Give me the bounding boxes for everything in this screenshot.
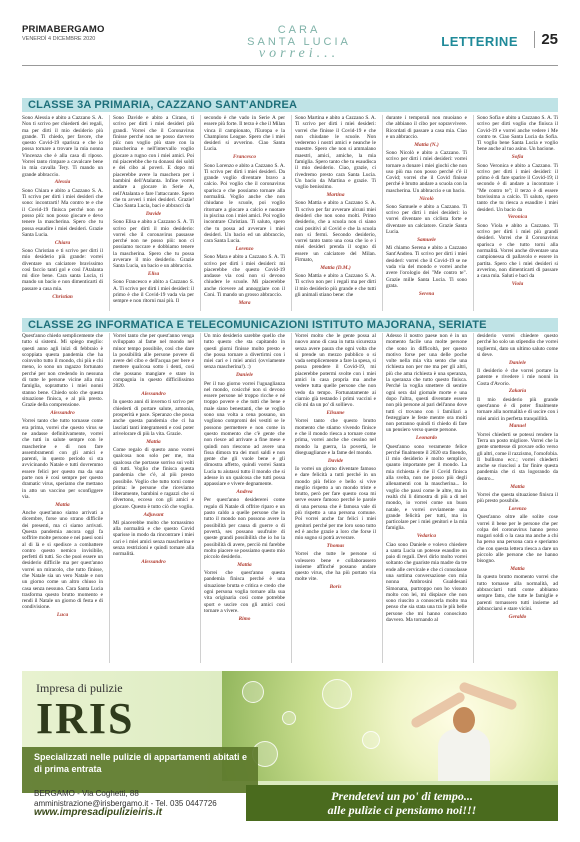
letter-column xyxy=(200,333,285,663)
letter-text: Vorrei che questa situazione finisca il più presto possibile. xyxy=(477,491,558,505)
letter-text: Per quest'anno desidererei come regalo di Natale di offrire riparo e un pasto caldo a quelle persone che in tutto il mondo non possono avere la possibilità per causa di guerre o di povertà, ses possano usufruire di queste grandi possibilità che io ho la possibilità di avere, perciò mi farebbe molto piacere se possiamo questo mio piccolo desiderio. xyxy=(204,497,285,561)
letter-signature: Lorenzo xyxy=(508,505,527,512)
letter-signature: Andrea xyxy=(236,489,253,496)
letter-signature: Alessia xyxy=(54,179,71,186)
letter-signature: Martina xyxy=(326,192,345,199)
letter-signature: Daniele xyxy=(508,359,527,366)
letter-signature: Manuel xyxy=(508,423,527,430)
letter-text: Quest'anno chiedo semplicemente che tutto si sistemi. Mi spiego meglio: questi anno agli inizi di febbraio è scoppiata questa pandemia che ha coinvolto tutto il mondo, chi più e chi meno, io sono un ragazzo fortunato perché per non credendo in nessuna di tutte le persone vicine alla mia famiglia, soprattutto i miei nonni stanno bene. Chiedo solo che questa situazione finisca, e al più presto. Grazie della comprensione. xyxy=(22,333,103,409)
letter-signature: Mattia xyxy=(510,483,525,490)
ad-description: Specializzati nelle pulizie di appartamenti abitati e di prima entrata xyxy=(34,752,248,774)
letter-column xyxy=(22,115,103,311)
letter-signature: Veronica xyxy=(507,214,528,221)
letter-signature: Rimo xyxy=(238,615,251,622)
letter-signature: Geraldo xyxy=(508,613,527,620)
section-title-1: CLASSE 3A PRIMARIA, CAZZANO SANT'ANDREA xyxy=(22,98,558,112)
section-1-columns xyxy=(22,115,558,311)
letter-text: Sono Samuele e abito a Cazzano. Ti scrivo per dirti i miei desideri: io vorrei diventare un ciclista forte e diventare un calciatore. Grazie Santa Lucia. xyxy=(386,203,467,236)
letter-text: durante i temporali non muoiano e che abbiano il cibo per sopravvivere. Ricordati di passare a casa mia. Ciao e un abbraccio. xyxy=(386,115,467,140)
letter-signature: Mattia xyxy=(55,501,70,508)
letter-signature: Viola xyxy=(511,280,524,287)
letter-column xyxy=(382,115,467,311)
brand-name: PRIMABERGAMO xyxy=(22,24,105,35)
letter-text: In questo brutto momento vorrei che tutto tornasse alla normalità, ad abbracciarti tutti come abbiamo sempre fatto, che tutte le famiglie e parenti tornassero tutti insieme ad abbracciarsi e stare vicini. xyxy=(477,574,558,612)
letter-text: Sono Martina e abito a Cazzano S. A. Ti scrivo per dirti i miei desideri: vorrei che finisse il Covid-19 e che non chiudane le scuole. Non vederemo i nostri amici e neanche le maestre. Spero che non si ammalano maestri, amici, amiche, la mia famiglia. Spero tanto che tu esaudisca il mio desiderio. Ciao, grazie, ci rivedremo presto cara Santa Lucia. Un bacio da Martina e grazie. Ti voglio benissimo. xyxy=(295,115,376,191)
letter-signature: Serena xyxy=(418,290,435,297)
letter-text: Vorrei tanto che questo brutto momento che stiamo vivendo finisce e che il mondo riesca a tornare come prima, vorrei anche che cessino nel mondo la guerra, la povertà, le diseguaglianze e la fame del mondo. xyxy=(295,418,376,456)
letter-signature: Mattia xyxy=(146,438,161,445)
letter-text: desiderio vorrei chiedere questo perché ho solo un stipendio che vorrei togliermi, dato un ultimo saluto come si deve. xyxy=(477,333,558,358)
ad-brand: IRIS xyxy=(36,694,135,743)
ad-contact xyxy=(34,789,217,818)
letter-signature: Christian xyxy=(52,293,73,300)
ad-email-phone: amministrazione@irisbergamo.it - Tel. 035 0447726 xyxy=(34,798,217,808)
letter-signature: Nicolò xyxy=(419,195,434,202)
letter-text: Sono Lorenzo e abito a Cazzano S. A. Ti scrivo per dirti i miei desideri. Da grande voglio diventare bravo a calcio. Poi voglio che il coronavirus sparisca e che possiamo tornare alla normalità. Voglio anche che non chiudano le scuole, poi voglio ritornare a giocare a calcio e nuotare in piscina con i miei amici. Poi voglio incontrare Christian. Ti saluto, spero che tu possa ad avverare i miei desideri. Un bacio ed un abbraccio, cara Santa Lucia. xyxy=(204,162,285,245)
letter-text: Sono Elisa e abito a Cazzano S. A. Ti scrivo per dirti il mio desiderio: vorrei che il coronavirus passasse perché non ne posso più: non ci possiamo toccare e dobbiamo tenere la mascherina. Spero che tu possa avverare il mio desiderio. Grazie Santa Lucia, un bacio e un abbraccio. xyxy=(113,219,194,270)
letter-signature: Davide xyxy=(145,210,162,217)
ad-website-link[interactable]: www.impresadipulizieiris.it xyxy=(34,807,162,818)
letter-text: Vorrei chiederti se potessi rendere la Terra un posto migliore. Vorrei che la gente smettesse di provare odio verso gli altri, come il razzismo, l'omofobia. Il bullismo ecc.; vorrei chiederti anche se riuscissi a far finire questa pandemia che ci sta logorando da dentro... xyxy=(477,431,558,482)
letter-signature: Mattia (N.) xyxy=(414,141,439,148)
letter-signature: Adjuvant xyxy=(143,511,164,518)
letter-signature: Davide xyxy=(327,457,344,464)
letter-text: Vorrei molto che le gente possa al nuovo anno di casa in tutta sicurezza senza avere paura che ogni volta che si prende un mezzo pubblico o si vada semplicemente a fare la spesa, si possa prendere il Covid-19, mi piacerebbe potermi svolte con i miei amici in casa propria ma anche vedere tutta quelle persone che non vedo da tempo. Fortunatamente ai ciarnio già testando i primi vaccini e ciò mi da un po' di sollievo. xyxy=(295,333,376,409)
letter-signature: Samuele xyxy=(417,236,436,243)
letter-column xyxy=(109,333,194,663)
issue-date: VENERDÌ 4 DICEMBRE 2020 xyxy=(22,36,96,42)
letter-signature: Alessandro xyxy=(50,410,75,417)
letter-signature: Alessandro xyxy=(141,559,166,566)
letter-text: Sono Mattia e abito a Cazzano S. A. Ti scrivo per far avverare alcuni miei desideri che non sono molti. Primo desiderio, che a scuola non ci siano casi positivi al Covid e che la scuola non si fermi. Secondo desiderio, vorrei tanto tanto una cosa che io e i miei desideri prenda il sogno di essere un calciatore del Milan. Firmato, xyxy=(295,200,376,264)
section-name: LETTERINE xyxy=(441,34,518,49)
letter-column xyxy=(200,115,285,311)
letter-signature: Elisume xyxy=(326,410,345,417)
letter-text: Per il tuo giorno vorrei l'uguaglianza nel mondo, cosicché non si devono essere persone né troppo ricche e né troppo povere e che tutti che bene e male siano benestanti, che se voglio sono una volta a cena possano, un vogliono compromi dei vestiti se le possono permettere e non come in questo momento che c'è gente che non riesce ad arrivare a fine mese e quindi non riescono ad avere una fissa dimora tra dei muri saldi e non gente che gli vuole bene e gli dimostra affetto, quindi vorrei Santa Lucia tu aiutassi tutto il mondo che si adesse in un qualcosa che tutti possa appassiare e vivere degnamente. xyxy=(204,380,285,488)
newspaper-brand xyxy=(22,24,105,42)
letter-column xyxy=(382,333,467,663)
letter-signature: Francesco xyxy=(233,154,256,161)
header-divider xyxy=(22,65,558,66)
letter-text: Il mio desiderio più grande quest'anno è di poter finalmente tornare alla normalità e di uscire con i miei amici in perfetta tranquillità. xyxy=(477,396,558,422)
letter-text: In questo anni di inverno ti scrivo per chiederti di portare salute, armonia, prosperità e pace. Speranzo che possa anche questa pandemia che ci ha lasciati tanti integramenti e così poter arivelorare di più la vita. Grazie. xyxy=(113,399,194,437)
letter-column xyxy=(22,333,103,663)
letter-text: Anche quest'anno siamo arrivati a dicembre, forse uno strano difficile dei presenti, ma ci siamo arrivati. Questa pandemia ancora oggi fa soffrire molte persone e nei paesi soni al di là e si spedisce a combattere contro questo nemico invisibile, perfetti di tutti. So che puoi essere un desiderio difficile ma per quest'anno vorrei un miracolo, che tutto finisse, che Natale sia un vero Natale e non un giorno come un altro chiuso in casa senza nessuno. Cara Santa Lucia trasforma questo brutto momento e rendi il Natale un giorno di festa e di condivisione. xyxy=(22,510,103,611)
ad-woman-illustration xyxy=(398,685,518,781)
letter-signature: Elisa xyxy=(147,271,160,278)
section-2-columns xyxy=(22,333,558,663)
letter-signature: Daniele xyxy=(235,372,254,379)
letter-text: Quest'anno sono veramente felice perché finalmente il 2020 sta finendo, il mio desiderio è molto semplice, quanto importante per il mondo. La mia richiesta è che il Covid finisca alla svelta, non ne posso più degli allenamenti con la mascherina... Io voglio che passi come le altre, ma in realtà chi li dimostra di più a di nel mondo, io vorrei come un buon natale, e vorrei ovviamente una grande felicità per tutti, ma in particolare per i miei genitori e la mia famiglia. xyxy=(386,443,467,532)
letter-column xyxy=(473,115,558,311)
letter-signature: Vedarica xyxy=(416,533,437,540)
letter-signature: Alessandro xyxy=(141,391,166,398)
logo-line-3: vorrei... xyxy=(258,46,340,61)
letter-signature: Sofia xyxy=(511,154,524,161)
logo-line-2: SANTA LUCIA xyxy=(247,36,351,48)
page-header xyxy=(22,24,558,62)
letter-text: Sono Alessia e abito a Cazzano S. A. Non ti scrivo per chiederti dei regali, ma per dirti il mio desiderio più grande. Ti chiedo, per favore, che questo Covid-19 sparisca e che io possa tornare a trovare la mia nonna Vincenza che è alla casa di riposo. Vorrei tanto rimpare a cavalcare bene in mia cavalla Tery. Ti mando un grande abbraccio. xyxy=(22,115,103,178)
letter-text: Il desiderio è che vorrei portare la patente e rivedere i mie nonni in Costa d'Avorio. xyxy=(477,367,558,387)
letter-text: Sono Sofia e abito a Cazzano S. A. Ti scrivo per dirti voglio che finisca il Covid-19 e vorrei anche vedere i Me contro te. Ciao Santa Lucia da Sofia. Ti voglio bene Santa Lucia e voglio bene anche al tuo asino. Un bacione. xyxy=(477,115,558,153)
ad-tagline: Impresa di pulizie xyxy=(36,681,123,695)
letter-text: Sono Mara e abito a Cazzano S. A. Ti scrivo per dirti i miei desideri: mi piacerebbe che questo Covid-19 andasse via così non si devono chiudere le scuole. Mi piacerebbe anche ricevere ad annoggiare con il Coni. Ti mando un grosso abbraccio. xyxy=(204,254,285,299)
logo-line-1: CARA xyxy=(277,24,321,36)
letter-signature: Lorenzo xyxy=(235,245,254,252)
letter-column xyxy=(291,333,376,663)
letter-text: Vorrei tanto che per quest'anno venga sviluppato al fame nel mondo nel minor tempo possibile, così che dare la possibilità alle persone povere di avere del cibo e dell'acqua per bere e mettere qualcosa sotto i denti, così che possano mangiare e stare in compagnia in questo difficilissimo 2020. xyxy=(113,333,194,390)
letter-text: Come regalo di questo anno vorrei qualcosa non solo per me, ma qualcosa che portasse sorriso sui volti di tutti. Voglio che finisca questa pandemia che c'è, al più presto possibile. Voglio che tutto torni come prima: le persone che riceviamo liberamente, bambini e ragazzi che si divertono, ecceso con gli amici e giocare. Questo è tutto ciò che voglio. xyxy=(113,447,194,510)
letter-column xyxy=(109,115,194,311)
letter-text: secondo è che vado in Serie A per essere più forte. Il terzo è che il Milan vinca il campionato, l'Europa e la Champions League. Spero che i miei desideri si avverino. Ciao Santa Lucia. xyxy=(204,115,285,153)
santa-lucia-logo xyxy=(244,24,354,64)
letter-signature: Zakaria xyxy=(508,388,527,395)
letter-signature: Mattia xyxy=(510,566,525,573)
letter-signature: Mattia (D.M.) xyxy=(320,264,351,271)
ad-slogan-line-1: Prendetevi un po' di tempo... xyxy=(331,789,473,803)
ad-slogan xyxy=(246,785,558,821)
letter-column xyxy=(291,115,376,311)
letter-text: Sono Davide e abito a Cirano, ti scrivo per dirti i miei desideri più grandi. Vorrei che il Coronavirus finisse perché non ne posso davvero più: non voglio più stare con la mascherina e nell'intervallo voglio giocare a rugno con i miei amici. Poi mi piacerebbe che tu donassi dei soldi e dei cibo ai poveri. E dopo mi piacerebbe avere la maschera per i bambini dell'Atalanta. Infine vorrei andare a giocare in Serie A, nell'Atalanta e fare l'attaccante. Spero che tu avveri i miei desideri. Grazie! Ciao Santa Lucia, baci e abbracci da xyxy=(113,115,194,210)
letter-text: Io vorrei un giorno diventare famoso e dare felicità a tutti perché in un mondo più felice e bello si vive meglio rispetto a un mondo triste e brutto, però per fare questo cosa mi serve essere famoso perché le parole di una persona che è famosa vale di più rispetto a una persona comune. Poi vorrei anche far felici i miei genitori perché per me loro sono tutto ed è anche grazie a loro che forse il mio sogno si potrà avverare. xyxy=(295,465,376,542)
letter-signature: Mattia xyxy=(237,561,252,568)
page-number: 25 xyxy=(534,31,558,48)
letter-text: Sono Nicolò e abito a Cazzano. Ti scrivo per dirti i miei desideri: vorrei tornare a donare i miei giochi che non uso più ma non posso perché c'è il Covid; vorrei che il Covid finisse perché è brutto andare a scuola con la mascherina. Un abbraccio e un bacio. xyxy=(386,149,467,194)
letter-text: Vorrei tanto che tutto tornasse come era prima, vorrei che questo virus se ne andasse definitivamente, vorrei che tutti in salute sempre con le mascherine e di non fare assembramenti con gli amici e parenti, in questo periodo si sta avvicinando Natale e tutti dovremmo essere felici per questo ma da una parte non è così sempre per questo dramatic virus, speriamo che mettano in atto un vaccino per sconfiggere via. xyxy=(22,418,103,500)
section-title-2: CLASSE 2G INFORMATICA E TELECOMUNICAZIONI ISTITUTO MAJORANA, SERIATE xyxy=(22,318,558,332)
letter-signature: Leonardo xyxy=(415,435,438,442)
letter-text: Sono Christian e ti scrivo per dirti il mio desiderio più grande: vorrei diventare un calciatore bravissimo così faccio tanti gol e così l'Atalanta mi dice bene. Cara santa Lucia, ti mando un bacio e non dimenticarti di passare a casa mia. xyxy=(22,247,103,292)
letter-text: Quest'anno oltre alle solite cose vorrei il bene per le persone che per colpa del coronavirus hanno perso magari soldi o la casa ma anche a chi ha perso una persona cara e speriamo che con questa lettera riesca a dare un piccolo alle persone che ne hanno bisogno. xyxy=(477,514,558,565)
letter-text: Mi chiamo Serena e abito a Cazzano Sant'Andrea. Ti scrivo per dirti i miei desideri: vorrei che il Covid-19 se ne vada via del mondo e vorrei anche avere l'orologio dei "Me contro te". Grazie mille Santa Lucia. Ti sono grata. xyxy=(386,245,467,289)
letter-text: Vorrei che quest'anno questa pandemia finisca perché è una situazione brutta e critica e credo che ogni persona voglia tornare alla sua vita originaria così come potrebbe sport e uscire con gli amici cosi tornare a vivere. xyxy=(204,570,285,614)
letter-text: Sono Francesco e abito a Cazzano S. A. Ti scrivo per dirti i miei desideri: il primo è che il Covid-19 vada via per sempre e non ritorni mai più. Il xyxy=(113,279,194,305)
letter-signature: Chiara xyxy=(54,239,71,246)
letter-signature: Mara xyxy=(238,299,251,306)
advertisement-iris xyxy=(22,671,558,821)
letter-signature: Luca xyxy=(56,612,69,619)
letter-text: Ciao sono Daniele e volevo chiedere a santa Lucia un potesse esaudire un paio di regali. Devi dirlo molto vorrei soltanto che guariste mia madre da tre ende alle cervicale e che ci consolasse una sottima conversazione con mia nonna Ambrosini Gualdesani Simonana, purtroppo non ho vissuto molto con lei, mi dispiace che non sono riuscito a conoscerla molto ma penso che sia stata una tra le più belle persone che mi hanno conosciuto davvero. Ma tornando al xyxy=(386,541,467,624)
letter-column xyxy=(473,333,558,663)
letter-text: Vorrei che tutte le persone si volessero bene e collaborassero insieme affinché possano andare questo virus, che ha più portato via molte vite. xyxy=(295,551,376,583)
letter-text: Sono Viola e abito a Cazzano. Ti scrivo per dirti i miei più grandi desideri. Vorrei che il Coronavirus sparisca e che tutto torni alla normalità. Vorrei anche diventare una campionessa di pallavolo e essere in partita. Spero che i miei desideri si avverino, non dimenticarti di passare a casa mia. Saluti e baci da xyxy=(477,222,558,280)
letter-text: Sono Chiara e abito a Cazzano S. A. Ti scrivo per dirti i miei desideri che sono: incontrarti! Ma contro te e che il Covid-19 finisca perché non ne posso più: non posso giocare e devo tenere la mascherina. Spero che tu possa esaudire i miei desideri. Grazie Santa Lucia. xyxy=(22,187,103,238)
letter-text: Sono Mattia e abito a Cazzano S. A. Ti scrivo non per i regali ma per dirti il mio desiderio più grande e che tutti gli animali stiano bene: che xyxy=(295,273,376,299)
ad-slogan-line-2: alle pulizie ci pensiamo noi!!! xyxy=(327,803,477,817)
letter-text: Sono Veronica e abito a Cazzano. Ti scrivo per dirti i miei desideri: il primo è di fare sparire il Covid-19; il secondo è di andare a incontrare i "Me contro te"; il terzo è di essere bravissima a calcio. Ti saluto, spero tanto che tu riesca a esaudire i miei desideri. Un bacio da xyxy=(477,162,558,213)
letter-signature: Thomas xyxy=(326,543,345,549)
letter-signature: Boris xyxy=(329,584,342,591)
letter-text: Adesso il nostro paese non è in un momento facile una molte persone che sono in difficoltà, per questo motivo forse per una delle poche volte nella mia vita sento che una richiesta non per me ma per gli altri, più che ama richiesta è una speranza, la speranza che tutto questo finisca. Perché la voglia smettere di sentire ogni sera dal giornale morte e una dopo l'altra, questi diventate essere non più persone al pari dell'anno dove tutti ci trovano con i familiari a festeggiare le feste mentre ora molti non potranno quindi ti chiedo di fare un pensiero verso queste persone. xyxy=(386,333,467,434)
ad-address: BERGAMO - Via Coghetti, 88 xyxy=(34,789,139,798)
letter-text: Mi piacerebbe molto che tornassimo alla normalità e che questo Covid sparisse in modo da rincontrare i miei cari e i miei amici senza mascherina e senza restrizioni e quindi tornare alla normalità. xyxy=(113,519,194,558)
letter-text: Un mio desiderio sarebbe quello che tutto questo che sta capitando in questi giorni finisse molto presto e che possa tornare a divertirmi con i miei cari e i miei amici (ovviamente senza mascherina!). :) xyxy=(204,333,285,371)
